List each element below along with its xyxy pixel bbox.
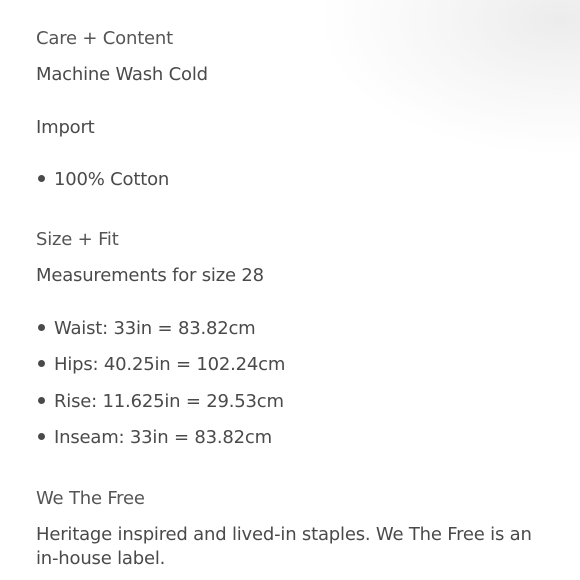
bullet-dot-icon	[38, 324, 45, 331]
brand-heading: We The Free	[36, 488, 145, 509]
material-list-item	[38, 168, 169, 192]
brand-description: Heritage inspired and lived-in staples. We The Free is an in-house label.	[36, 524, 532, 569]
measurement-text: Waist: 33in = 83.82cm	[54, 318, 256, 339]
measurements-intro: Measurements for size 28	[36, 265, 264, 286]
origin-text: Import	[36, 117, 95, 138]
measurement-list-item	[38, 390, 284, 414]
measurement-list-item	[38, 353, 285, 377]
measurement-list-item	[38, 426, 272, 450]
measurement-text: Rise: 11.625in = 29.53cm	[54, 391, 284, 412]
material-text: 100% Cotton	[54, 169, 170, 190]
measurement-text: Inseam: 33in = 83.82cm	[54, 427, 272, 448]
measurement-list-item	[38, 317, 256, 341]
bullet-dot-icon	[38, 433, 45, 440]
bullet-dot-icon	[38, 360, 45, 367]
care-content-heading: Care + Content	[36, 28, 173, 49]
size-fit-heading: Size + Fit	[36, 229, 119, 250]
measurement-text: Hips: 40.25in = 102.24cm	[54, 354, 286, 375]
bullet-dot-icon	[38, 397, 45, 404]
wash-instructions: Machine Wash Cold	[36, 64, 208, 85]
bullet-dot-icon	[38, 175, 45, 182]
